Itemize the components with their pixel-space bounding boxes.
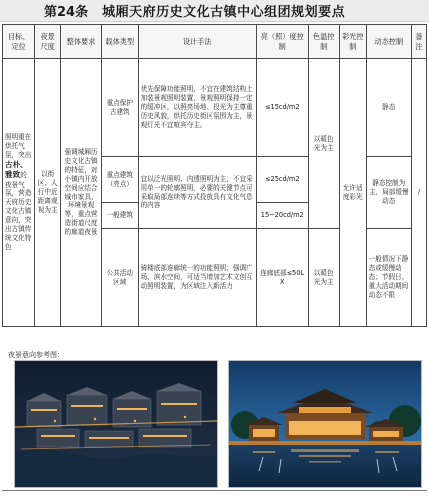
target-text-b: 的夜景气氛，营造天府历史文化古镇意向，突出古镇传统文化特色 <box>5 171 32 251</box>
scale-cell: 以街区、人行中近距离观视为主 <box>35 59 61 327</box>
method-cell: 骑楼底部连廊统一的功能照明；强调广场、滨水空间，可适当增加艺术文创互动照明装置，为区域注入新活力 <box>138 229 256 327</box>
header-requirement: 整体要求 <box>61 25 102 59</box>
carrier-cell: 重点建筑（亮点） <box>101 157 138 203</box>
header-color-light: 彩光控制 <box>339 25 366 59</box>
carrier-cell: 重点保护古建筑 <box>101 59 138 157</box>
table-row <box>3 59 427 157</box>
color-temp-cell: 以暖色光为主 <box>308 229 339 327</box>
requirement-cell: 强调城厢历史文化古镇的特征，对小镇内开放空间应结合城市家具、环境景观等，重点营造街道尺度的廊道夜景 <box>61 59 102 327</box>
header-target: 目标、定位 <box>3 25 35 59</box>
dynamic-cell: 静态控制为主，局部缓慢动态 <box>366 157 411 229</box>
header-scale: 夜景尺度 <box>35 25 61 59</box>
header-brightness: 亮（照）度控制 <box>256 25 308 59</box>
aerial-night-town-image <box>14 360 218 488</box>
target-text-a: 照明重在烘托气氛，突出 <box>5 133 32 160</box>
planning-table <box>2 24 427 327</box>
page-title: 城厢天府历史文化古镇中心组团规划要点 <box>102 5 346 20</box>
target-cell <box>3 59 35 327</box>
header-carrier: 载体类型 <box>101 25 138 59</box>
waterfront-pavilion-image <box>228 360 422 488</box>
color-light-cell: 允许适度彩光 <box>339 59 366 327</box>
dynamic-cell: 一般情况下静态或缓慢动态；节假日、重大活动期间动态不限 <box>366 229 411 327</box>
header-dynamic: 动态控制 <box>366 25 411 59</box>
method-cell: 宜以泛光照明、内透照明为主，不宜采用单一的轮廓照明，必要的关键节点可采取局部连续等方式投放具有文化气息的内容 <box>138 157 256 229</box>
header-note: 备注 <box>411 25 426 59</box>
reference-label: 夜景意向参考图： <box>8 351 64 359</box>
note-cell: / <box>411 59 426 327</box>
header-color-temp: 色温控制 <box>308 25 339 59</box>
target-highlight: 古朴、雅致 <box>5 160 28 180</box>
brightness-cell: 15~20cd/m2 <box>256 203 308 229</box>
method-cell: 优先保障功能照明，不宜在建筑结构上加装景观照明装置，景观照明保持一定的缓冲区，以照亮场地、投光为主尊重历史风貌，烘托历史街区氛围为主，景观灯光不宜喧宾夺主。 <box>138 59 256 157</box>
color-temp-cell: 以暖色光为主 <box>308 59 339 229</box>
page-header <box>0 0 429 22</box>
table-header-row <box>3 25 427 59</box>
carrier-cell: 公共活动区域 <box>101 229 138 327</box>
article-number: 第24条 <box>44 5 89 20</box>
carrier-cell: 一般建筑 <box>101 203 138 229</box>
brightness-cell: 连廊底部≤50LX <box>256 229 308 327</box>
brightness-cell: ≤15cd/m2 <box>256 59 308 157</box>
dynamic-cell: 静态 <box>366 59 411 157</box>
bottom-divider <box>2 490 427 491</box>
aerial-night-town-illustration <box>15 361 217 487</box>
header-method: 设计手法 <box>138 25 256 59</box>
waterfront-pavilion-illustration <box>229 361 421 487</box>
brightness-cell: ≤25cd/m2 <box>256 157 308 203</box>
